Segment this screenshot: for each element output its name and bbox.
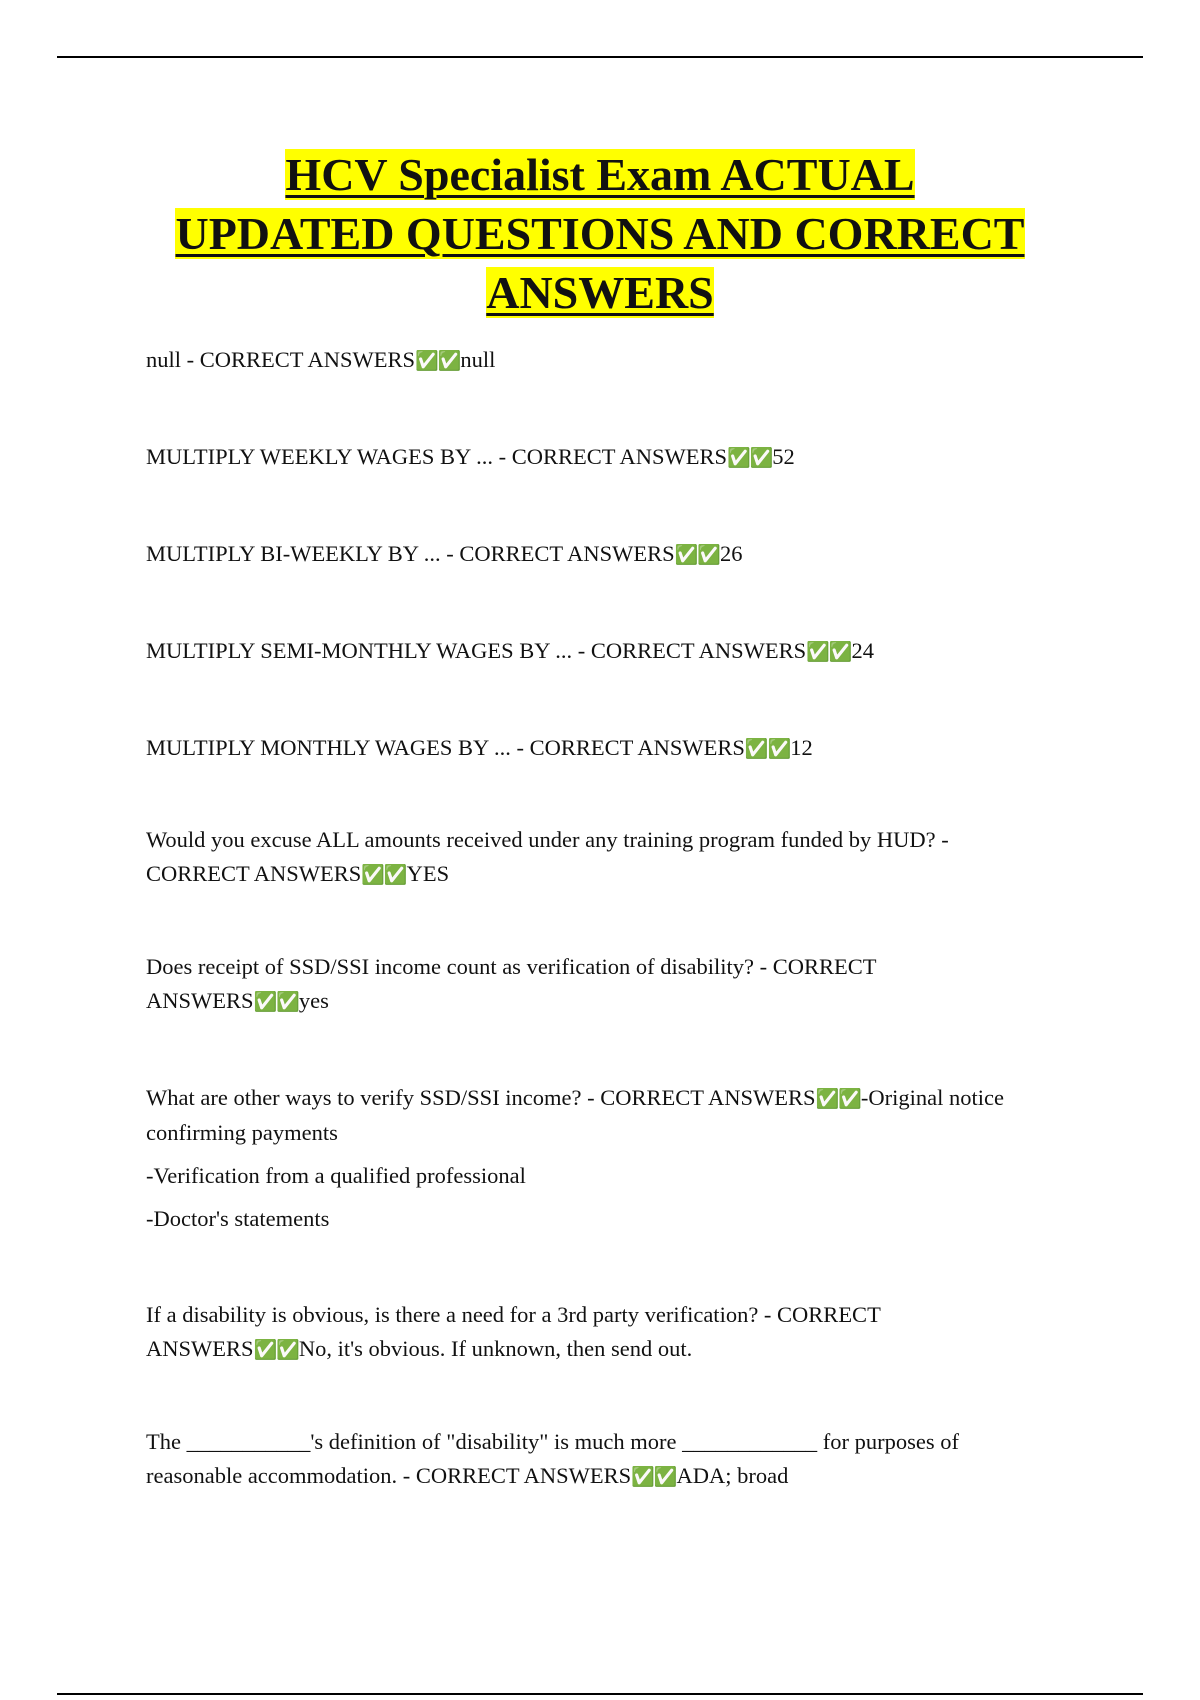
question-text: MULTIPLY MONTHLY WAGES BY ... -	[146, 735, 530, 760]
answer-text: yes	[298, 988, 329, 1013]
double-check-icon: ✅✅	[806, 641, 852, 663]
double-check-icon: ✅✅	[415, 350, 461, 372]
qa-item-9	[146, 1298, 966, 1367]
answer-text: No, it's obvious. If unknown, then send out.	[298, 1336, 693, 1361]
question-text: MULTIPLY SEMI-MONTHLY WAGES BY ... -	[146, 638, 591, 663]
question-text: Would you excuse ALL amounts received under any training program funded by HUD? -	[146, 827, 949, 852]
double-check-icon: ✅✅	[726, 447, 773, 469]
double-check-icon: ✅✅	[744, 738, 791, 760]
qa-item-6	[146, 823, 1026, 892]
question-text: Does receipt of SSD/SSI income count as verification of disability? -	[146, 954, 773, 979]
question-text: MULTIPLY BI-WEEKLY BY ... -	[146, 541, 460, 566]
correct-answers-label: CORRECT ANSWERS	[590, 638, 807, 663]
answer-text: YES	[406, 861, 450, 886]
answer-text: 24	[851, 638, 874, 663]
qa-item-10	[146, 1425, 1046, 1494]
top-rule	[57, 56, 1143, 58]
qa-item-5	[146, 731, 1046, 766]
title-line-3: ANSWERS	[486, 267, 714, 318]
correct-answers-label: CORRECT ANSWERS	[600, 1085, 816, 1110]
question-text: If a disability is obvious, is there a need for a 3rd party verification? -	[146, 1302, 778, 1327]
question-text: The ___________'s definition of "disability" is much more ____________ for purposes of reasonable accommodation. -	[146, 1429, 959, 1488]
answer-text: 52	[772, 444, 795, 469]
double-check-icon: ✅✅	[253, 991, 299, 1013]
correct-answers-label: CORRECT ANSWERS	[529, 735, 745, 760]
bottom-rule	[57, 1693, 1143, 1695]
title-line-1: HCV Specialist Exam ACTUAL	[285, 149, 915, 200]
question-text: What are other ways to verify SSD/SSI income? -	[146, 1085, 601, 1110]
double-check-icon: ✅✅	[361, 864, 407, 886]
title-line-2: UPDATED QUESTIONS AND CORRECT	[175, 208, 1025, 259]
answer-text: 12	[790, 735, 813, 760]
document-title	[100, 145, 1100, 322]
correct-answers-label: CORRECT ANSWERS	[146, 861, 362, 886]
answer-text: -Original notice confirming payments	[146, 1085, 1004, 1145]
correct-answers-label: CORRECT ANSWERS	[415, 1463, 632, 1488]
qa-item-1	[146, 343, 1046, 378]
answer-text: ADA; broad	[676, 1463, 789, 1488]
correct-answers-label: CORRECT ANSWERS	[459, 541, 675, 566]
answer-text: 26	[719, 541, 743, 566]
qa-item-7	[146, 950, 966, 1019]
double-check-icon: ✅✅	[674, 544, 720, 566]
correct-answers-label: CORRECT ANSWERS	[199, 347, 416, 372]
qa-item-8	[146, 1081, 1026, 1236]
answer-text: null	[460, 347, 496, 372]
qa-item-2	[146, 440, 1046, 475]
qa-item-3	[146, 537, 1046, 572]
correct-answers-label: CORRECT ANSWERS	[146, 954, 877, 1013]
correct-answers-label: CORRECT ANSWERS	[146, 1302, 881, 1361]
double-check-icon: ✅✅	[631, 1466, 677, 1488]
question-text: MULTIPLY WEEKLY WAGES BY ... -	[146, 444, 512, 469]
question-text: null -	[146, 347, 200, 372]
answer-extra-line: -Doctor's statements	[146, 1206, 330, 1231]
double-check-icon: ✅✅	[253, 1339, 299, 1361]
qa-item-4	[146, 634, 1046, 669]
correct-answers-label: CORRECT ANSWERS	[511, 444, 727, 469]
double-check-icon: ✅✅	[815, 1088, 861, 1110]
answer-extra-line: -Verification from a qualified professional	[146, 1163, 526, 1188]
